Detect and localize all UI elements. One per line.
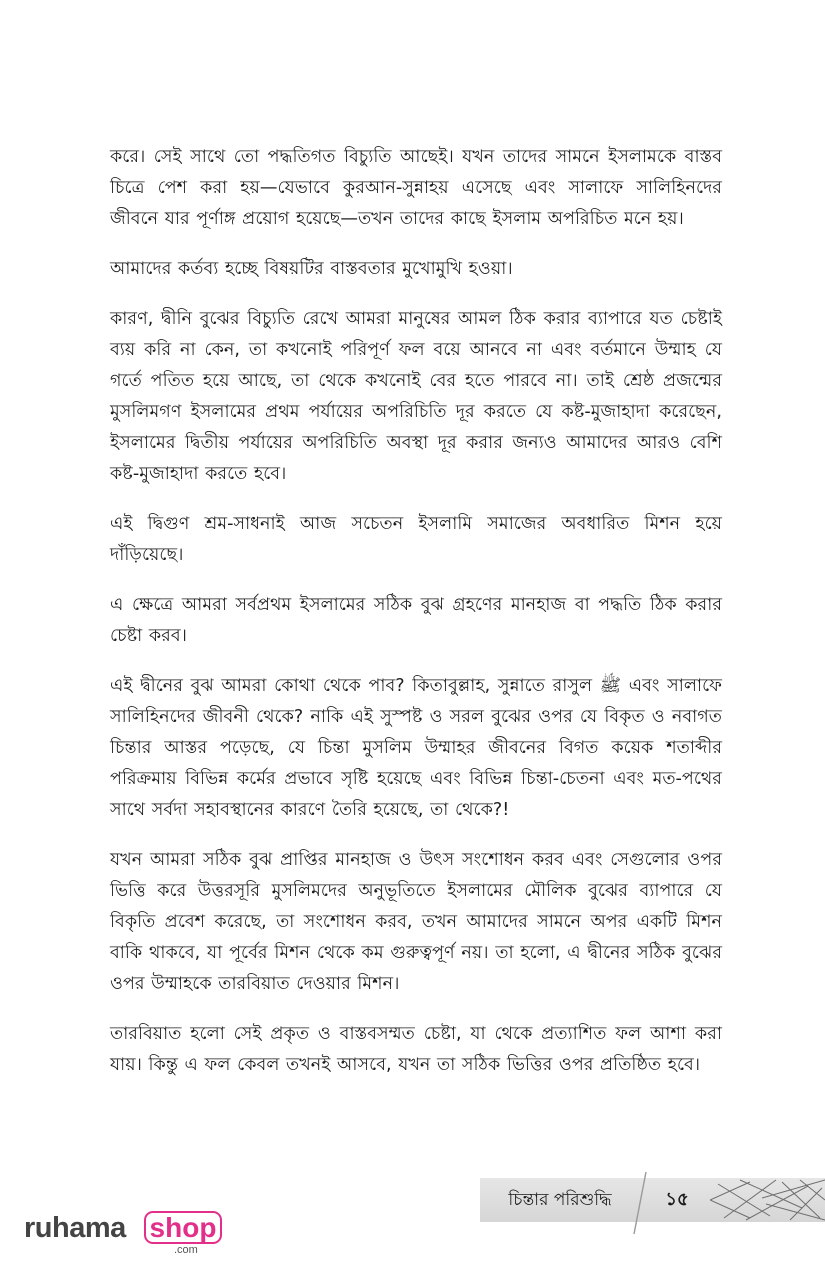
page-footer bbox=[480, 1172, 825, 1234]
paragraph: এ ক্ষেত্রে আমরা সর্বপ্রথম ইসলামের সঠিক বুঝ গ্রহণের মানহাজ বা পদ্ধতি ঠিক করার চেষ্টা করব। bbox=[110, 595, 722, 646]
paragraph: তারবিয়াত হলো সেই প্রকৃত ও বাস্তবসম্মত চেষ্টা, যা থেকে প্রত্যাশিত ফল আশা করা যায়। কিন্তু এ ফল কেবল তখনই আসবে, যখন তা সঠিক ভিত্তির ওপর প্রতিষ্ঠিত হবে। bbox=[110, 1024, 722, 1075]
paragraph: আমাদের কর্তব্য হচ্ছে বিষয়টির বাস্তবতার মুখোমুখি হওয়া। bbox=[110, 259, 513, 279]
logo-text-ruhama: ruhama bbox=[24, 1212, 126, 1244]
logo-domain: .com bbox=[174, 1244, 198, 1256]
paragraph: করে। সেই সাথে তো পদ্ধতিগত বিচ্যুতি আছেই। যখন তাদের সামনে ইসলামকে বাস্তব চিত্রে পেশ করা হয়—যেভাবে কুরআন-সুন্নাহয় এসেছে এবং সালাফে সালিহিনদের জীবনে যার পূর্ণাঙ্গ প্রয়োগ হয়েছে—তখন তাদের কাছে ইসলাম অপরিচিত মনে হয়। bbox=[110, 147, 722, 229]
page-number: ১৫ bbox=[665, 1189, 689, 1210]
ruhamashop-logo bbox=[24, 1210, 234, 1258]
logo-shop-box bbox=[144, 1211, 222, 1244]
logo-text-shop: shop bbox=[149, 1212, 217, 1243]
decorative-lines-icon bbox=[710, 1178, 825, 1222]
paragraph: যখন আমরা সঠিক বুঝ প্রাপ্তির মানহাজ ও উৎস সংশোধন করব এবং সেগুলোর ওপর ভিত্তি করে উত্তরসূরি মুসলিমদের অনুভূতিতে ইসলামের মৌলিক বুঝের ব্যাপারে যে বিকৃতি প্রবেশ করেছে, তা সংশোধন করব, তখন আমাদের সামনে অপর একটি মিশন বাকি থাকবে, যা পূর্বের মিশন থেকে কম গুরুত্বপূর্ণ নয়। তা হলো, এ দ্বীনের সঠিক বুঝের ওপর উম্মাহকে তারবিয়াত দেওয়ার মিশন। bbox=[110, 850, 722, 994]
paragraph: এই দ্বিগুণ শ্রম-সাধনাই আজ সচেতন ইসলামি সমাজের অবধারিত মিশন হয়ে দাঁড়িয়েছে। bbox=[110, 514, 722, 565]
paragraph: কারণ, দ্বীনি বুঝের বিচ্যুতি রেখে আমরা মানুষের আমল ঠিক করার ব্যাপারে যত চেষ্টাই ব্যয় করি না কেন, তা কখনোই পরিপূর্ণ ফল বয়ে আনবে না এবং বর্তমানে উম্মাহ যে গর্তে পতিত হয়ে আছে, তা থেকে কখনোই বের হতে পারবে না। তাই শ্রেষ্ঠ প্রজন্মের মুসলিমগণ ইসলামের প্রথম পর্যায়ের অপরিচিতি দূর করতে যে কষ্ট-মুজাহাদা করেছেন, ইসলামের দ্বিতীয় পর্যায়ের অপরিচিতি অবস্থা দূর করার জন্যও আমাদের আরও বেশি কষ্ট-মুজাহাদা করতে হবে। bbox=[110, 309, 722, 484]
footer-divider bbox=[630, 1172, 650, 1234]
paragraph: এই দ্বীনের বুঝ আমরা কোথা থেকে পাব? কিতাবুল্লাহ, সুন্নাতে রাসুল ﷺ এবং সালাফে সালিহিনদের জীবনী থেকে? নাকি এই সুস্পষ্ট ও সরল বুঝের ওপর যে বিকৃত ও নবাগত চিন্তার আস্তর পড়েছে, যে চিন্তা মুসলিম উম্মাহর জীবনের বিগত কয়েক শতাব্দীর পরিক্রমায় বিভিন্ন কর্মের প্রভাবে সৃষ্টি হয়েছে এবং বিভিন্ন চিন্তা-চেতনা এবং মত-পথের সাথে সর্বদা সহাবস্থানের কারণে তৈরি হয়েছে, তা থেকে?! bbox=[110, 676, 722, 820]
page-body bbox=[110, 142, 722, 1100]
running-title: চিন্তার পরিশুদ্ধি bbox=[508, 1190, 612, 1210]
